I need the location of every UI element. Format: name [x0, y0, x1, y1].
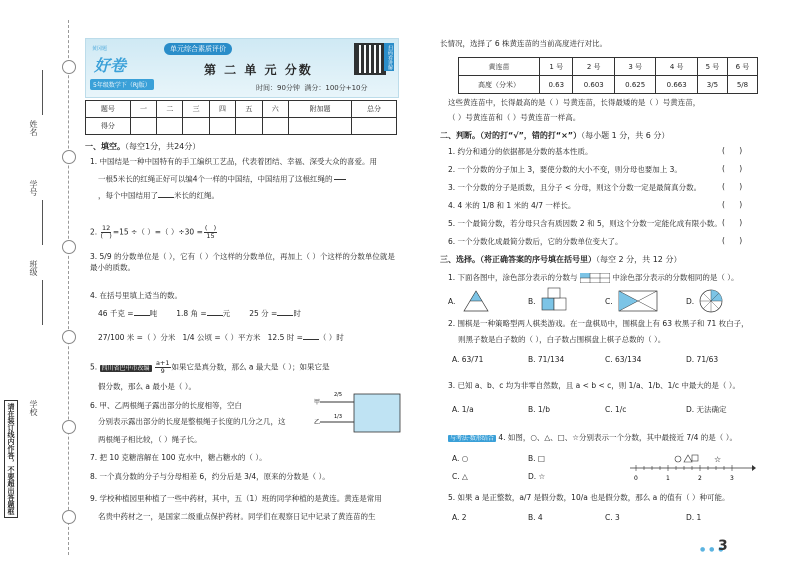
q2-fraction-2[interactable]: $\frac{( )}{15}$: [204, 224, 217, 240]
table-row: [86, 118, 397, 135]
option-b[interactable]: B.: [528, 297, 536, 306]
score-table: [85, 100, 397, 135]
answer-paren[interactable]: ( ): [722, 218, 743, 227]
score-input-cell[interactable]: [236, 118, 262, 135]
score-input-cell[interactable]: [352, 118, 397, 135]
score-input-cell[interactable]: [157, 118, 183, 135]
c1-text-2: 中涂色部分表示的分数相同的是（ ）。: [612, 273, 739, 282]
choice-2-line2: 则黑子数是白子数的（ ），白子数占围棋盘上棋子总数的（ ）。: [458, 335, 666, 344]
id-label: 学号: [29, 180, 38, 196]
name-line: [42, 70, 43, 115]
table-header: 黄连苗: [459, 58, 540, 76]
question-5-line1: [90, 360, 400, 375]
q5-text: 如果它是真分数，那么 a 最大是（ ）；如果它是: [171, 362, 330, 372]
choice-1: [448, 272, 788, 283]
section-3-heading: 三、选择。（将正确答案的序号填在括号里）: [440, 255, 596, 264]
question-6-line3: 两根绳子相比较，（ ）绳子长。: [98, 435, 202, 444]
score-input-cell[interactable]: [288, 118, 351, 135]
table-header: 2 号: [573, 58, 614, 76]
judge-3: 3. 一个分数的分子是质数，且分子 < 分母，则这个分数一定是最简真分数。: [448, 183, 702, 192]
table-row: [459, 58, 758, 76]
option-d[interactable]: D. 1: [686, 513, 702, 522]
answer-paren[interactable]: ( ): [722, 200, 743, 209]
q2-numerator: 12: [102, 224, 111, 232]
svg-text:1/3: 1/3: [334, 414, 343, 420]
answer-blank[interactable]: [207, 315, 223, 316]
q4-item: 46 千克 =: [98, 309, 134, 318]
c4-text: 4. 如图，○、△、□、☆分别表示一个分数，其中最接近 7/4 的是（ ）。: [498, 433, 737, 442]
table-row: [86, 101, 397, 118]
question-2: [90, 225, 400, 240]
question-1-line1: 1. 中国结是一种中国特有的手工编织工艺品，代表着团结、幸福、深受大众的喜爱。用: [90, 157, 378, 166]
binding-line: [68, 20, 69, 555]
question-7: 7. 把 10 克糖溶解在 100 克水中，糖占糖水的（ ）。: [90, 453, 267, 462]
full-score: 满分：100分+10分: [304, 84, 368, 92]
score-header-cell: 五: [236, 101, 262, 118]
section-2-heading: 二、判断。（对的打“√”，错的打“×”）: [440, 131, 582, 140]
choice-5: 5. 如果 a 是正整数，a/7 是假分数，10/a 也是假分数，那么 a 的值有（ ）种可能。: [448, 493, 730, 502]
option-b[interactable]: B. □: [528, 454, 545, 463]
score-label-cell: 得分: [86, 118, 131, 135]
source-tag: 四川省巴中市改编: [101, 364, 150, 372]
qr-caption: 扫码看讲解: [384, 43, 394, 71]
svg-text:2/5: 2/5: [334, 392, 343, 398]
exam-meta: [256, 83, 368, 93]
svg-text:乙: 乙: [314, 419, 321, 426]
score-header-cell: 二: [157, 101, 183, 118]
answer-blank[interactable]: [134, 315, 150, 316]
triangle-marker: [684, 455, 692, 462]
punch-hole: [62, 60, 76, 74]
page-title: 第 二 单 元 分数: [204, 63, 313, 77]
question-9-after2: （ ）号黄连苗和（ ）号黄连苗一样高。: [448, 113, 581, 122]
choice-2-line1: 2. 围棋是一种策略型两人棋类游戏。在一盘棋局中，围棋盘上有 63 枚黑子和 71 枚白子，: [448, 319, 749, 328]
option-b[interactable]: B. 1/b: [528, 405, 550, 414]
score-input-cell[interactable]: [130, 118, 156, 135]
class-line: [42, 280, 43, 325]
school-label: 学校: [29, 400, 38, 416]
choice-4: [448, 432, 788, 444]
section-3-title: [440, 254, 681, 265]
reference-grid-figure: [580, 273, 610, 283]
score-input-cell[interactable]: [183, 118, 209, 135]
c1-text: 1. 下面各图中，涂色部分表示的分数与: [448, 273, 578, 282]
question-4-row1: [98, 308, 403, 319]
table-cell: 3/5: [697, 76, 727, 94]
question-4-row2: [98, 332, 403, 343]
q4-item: 27/100 米 =（ ）分米: [98, 333, 176, 342]
page-number: 3: [718, 538, 728, 554]
option-b[interactable]: B. 4: [528, 513, 543, 522]
option-b[interactable]: B. 71/134: [528, 355, 565, 364]
table-header: 1 号: [540, 58, 573, 76]
answer-blank[interactable]: [158, 197, 174, 198]
tick-label: 0: [634, 475, 638, 482]
table-cell: 0.663: [656, 76, 697, 94]
rectangle-figure: [618, 290, 658, 312]
option-d[interactable]: D. ☆: [528, 472, 546, 481]
table-cell: 0.625: [614, 76, 655, 94]
punch-hole: [62, 510, 76, 524]
question-8: 8. 一个真分数的分子与分母相差 6，约分后是 3/4，原来的分数是（ ）。: [90, 472, 330, 481]
id-line: [42, 200, 43, 245]
q4-unit: 时: [293, 309, 301, 318]
score-header-cell: 一: [130, 101, 156, 118]
punch-hole: [62, 330, 76, 344]
q1-text: 一根5米长的红绳正好可以编4个一样的中国结，中国结用了这根红绳的: [98, 174, 333, 184]
seedling-table: [458, 57, 758, 94]
q1-text-3: 米长的红绳。: [174, 191, 219, 200]
option-c[interactable]: C. △: [452, 472, 468, 481]
circle-figure: [698, 288, 724, 314]
section-1-title: [85, 141, 200, 152]
punch-hole: [62, 420, 76, 434]
q2-denominator: 15: [206, 232, 215, 240]
section-1-note: （每空1分，共24分）: [125, 142, 201, 151]
table-cell: 0.603: [573, 76, 614, 94]
option-a[interactable]: A. 1/a: [452, 405, 474, 414]
qr-code-icon[interactable]: [354, 43, 386, 75]
table-header: 5 号: [697, 58, 727, 76]
option-a[interactable]: A.: [448, 297, 456, 306]
punch-hole: [62, 240, 76, 254]
section-2-title: [440, 130, 669, 141]
option-d[interactable]: D. 无法确定: [686, 405, 727, 414]
square-marker: [692, 455, 698, 461]
score-header-cell: 题号: [86, 101, 131, 118]
option-d[interactable]: D.: [686, 297, 695, 306]
q4-item: （ ）时: [318, 333, 344, 342]
q1-text-2: ，每个中国结用了: [98, 191, 158, 200]
judge-1: 1. 约分和通分的依据都是分数的基本性质。: [448, 147, 593, 156]
question-1-line3: [98, 190, 403, 201]
option-c[interactable]: C. 1/c: [605, 405, 627, 414]
tick-label: 2: [698, 475, 702, 482]
section-3-note: （每空 2 分，共 12 分）: [596, 255, 682, 264]
table-cell: 0.63: [540, 76, 573, 94]
section-2-note: （每小题 1 分，共 6 分）: [581, 131, 670, 140]
option-c[interactable]: C. 63/134: [605, 355, 642, 364]
question-9-continue: 长情况，选择了 6 株黄连苗的当前高度进行对比。: [440, 39, 608, 48]
answer-blank[interactable]: [277, 315, 293, 316]
section-1-heading: 一、填空。: [85, 142, 125, 151]
table-cell: 5/8: [727, 76, 757, 94]
cube-figure: [540, 286, 574, 314]
method-tag: 与考法·数形结合: [450, 435, 494, 442]
rope-diagram: [312, 388, 402, 436]
table-header: 4 号: [656, 58, 697, 76]
question-1-line2: [98, 172, 403, 187]
question-6-line1: 6. 甲、乙两根绳子露出部分的长度相等，空白: [90, 401, 243, 410]
svg-text:甲: 甲: [314, 399, 321, 406]
q2-number: 2.: [90, 227, 98, 237]
answer-paren[interactable]: ( ): [722, 164, 743, 173]
score-input-cell[interactable]: [209, 118, 235, 135]
question-9-after1: 这些黄连苗中，长得最高的是（ ）号黄连苗，长得最矮的是（ ）号黄连苗，: [448, 98, 701, 107]
option-c[interactable]: C.: [605, 297, 613, 306]
answer-paren[interactable]: ( ): [722, 182, 743, 191]
binding-margin: [0, 0, 78, 569]
q4-item: 12.5 时 =: [267, 333, 303, 342]
logo-text: 好卷: [94, 56, 127, 75]
table-cell: 高度（分米）: [459, 76, 540, 94]
name-label: 姓名: [29, 120, 38, 136]
answer-blank[interactable]: [303, 339, 319, 340]
question-3: 3. 5/9 的分数单位是（ ），它有（ ）个这样的分数单位，再加上（ ）个这样的分数单位就是最小的质数。: [90, 252, 395, 272]
option-a[interactable]: A. 63/71: [452, 355, 484, 364]
score-header-cell: 总分: [352, 101, 397, 118]
q5-fraction: $\frac{a+1}{9}$: [155, 359, 170, 375]
judge-4: 4. 4 米的 1/8 和 1 米的 4/7 一样长。: [448, 201, 576, 210]
question-6-line2: 分别表示露出部分的长度是整根绳子长度的几分之几，这: [98, 417, 286, 426]
option-a[interactable]: A. 2: [452, 513, 467, 522]
q2-fraction: $\frac{12}{( )}$: [100, 224, 112, 240]
answer-paren[interactable]: ( ): [722, 146, 743, 155]
tick-label: 3: [730, 475, 734, 482]
exam-header: [85, 38, 399, 98]
choice-3: 3. 已知 a、b、c 均为非零自然数，且 a < b < c，则 1/a、1/b、1/c 中最大的是（ ）。: [448, 381, 741, 390]
circle-marker: [675, 456, 681, 462]
q4-unit: 吨: [149, 309, 158, 318]
option-c[interactable]: C. 3: [605, 513, 620, 522]
triangle-figure: [462, 289, 490, 313]
option-d[interactable]: D. 71/63: [686, 355, 719, 364]
table-row: [459, 76, 758, 94]
q4-item: 1/4 公顷 =（ ）平方米: [182, 333, 261, 342]
question-5-line2: 假分数，那么 a 最小是（ ）。: [98, 382, 196, 391]
tick-label: 1: [666, 475, 670, 482]
option-a[interactable]: A. ○: [452, 454, 469, 463]
score-header-cell: 附加题: [288, 101, 351, 118]
q4-unit: 元: [222, 309, 231, 318]
class-label: 班级: [29, 260, 38, 276]
q4-item: 25 分 =: [249, 309, 278, 318]
question-9-line2: 名贵中药材之一，是国家二级重点保护药材。同学们在观察日记中记录了黄连苗的生: [98, 512, 376, 521]
star-marker: ☆: [714, 455, 722, 464]
score-header-cell: 三: [183, 101, 209, 118]
punch-hole: [62, 150, 76, 164]
judge-5: 5. 一个最简分数，若分母只含有质因数 2 和 5，则这个分数一定能化成有限小数。: [448, 219, 722, 228]
answer-paren[interactable]: ( ): [722, 236, 743, 245]
time-limit: 时间：90分钟: [256, 84, 300, 92]
score-header-cell: 四: [209, 101, 235, 118]
unit-tag: 单元综合素质评价: [164, 43, 232, 55]
question-9-line1: 9. 学校种植园里种植了一些中药材，其中，五（1）班的同学种植的是黄连。黄连是常用: [90, 494, 382, 503]
judge-6: 6. 一个分数化成最简分数后，它的分数单位变大了。: [448, 237, 623, 246]
number-line: [628, 450, 756, 484]
grade-subject: 5年级数学下（RJ版）: [90, 79, 154, 90]
q5-number: 5.: [90, 362, 98, 372]
table-header: 6 号: [727, 58, 757, 76]
score-header-cell: 六: [262, 101, 288, 118]
binding-note: 请在装订线内作答，不要超出答题框: [4, 400, 18, 518]
q2-text: =15 ÷（ ）=（ ）÷30 =: [112, 227, 203, 237]
logo-top-text: 黄冈题: [92, 46, 108, 52]
q4-item: 1.8 角 =: [176, 309, 207, 318]
judge-2: 2. 一个分数的分子加上 3，要使分数的大小不变，则分母也要加上 3。: [448, 165, 682, 174]
score-input-cell[interactable]: [262, 118, 288, 135]
fraction-blank[interactable]: [334, 172, 346, 187]
table-header: 3 号: [614, 58, 655, 76]
question-4: 4. 在括号里填上适当的数。: [90, 291, 183, 300]
decorative-dots: ● ● ●: [700, 546, 725, 553]
brand-logo: [90, 43, 162, 93]
